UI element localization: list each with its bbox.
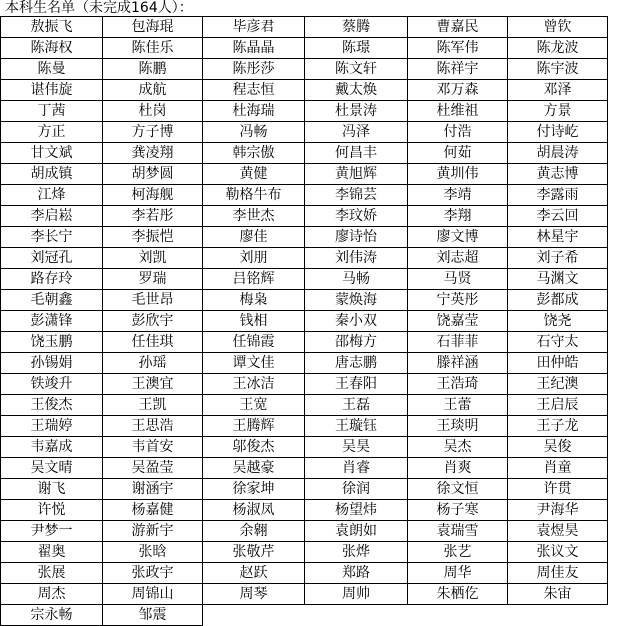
student-name-cell[interactable]: 邓万森 <box>408 80 508 101</box>
student-name-cell[interactable]: 包海琨 <box>103 17 203 38</box>
empty-cell[interactable] <box>508 605 608 626</box>
student-name-cell[interactable]: 方子博 <box>103 122 203 143</box>
student-name-cell[interactable]: 黄健 <box>203 164 305 185</box>
student-name-cell[interactable]: 张艺 <box>408 542 508 563</box>
table-row <box>1 59 608 80</box>
student-name-cell[interactable]: 徐文恒 <box>408 479 508 500</box>
student-name-cell[interactable]: 杨子寒 <box>408 500 508 521</box>
table-row <box>1 248 608 269</box>
student-name-cell[interactable]: 韩宗傲 <box>203 143 305 164</box>
student-name-cell[interactable]: 谢涵宇 <box>103 479 203 500</box>
student-name-cell[interactable]: 李云回 <box>508 206 608 227</box>
empty-cell[interactable] <box>305 605 408 626</box>
student-name-cell[interactable]: 陈曼 <box>1 59 103 80</box>
student-name-cell[interactable]: 彭都成 <box>508 290 608 311</box>
student-name-cell[interactable]: 刘朋 <box>203 248 305 269</box>
student-name-cell[interactable]: 任佳琪 <box>103 332 203 353</box>
student-name-cell[interactable]: 彭潇锋 <box>1 311 103 332</box>
student-name-cell[interactable]: 胡晨涛 <box>508 143 608 164</box>
student-name-cell[interactable]: 任锦霞 <box>203 332 305 353</box>
table-row <box>1 290 608 311</box>
student-name-cell[interactable]: 杜景涛 <box>305 101 408 122</box>
student-name-cell[interactable]: 李启崧 <box>1 206 103 227</box>
table-row <box>1 584 608 605</box>
student-name-cell[interactable]: 王腾辉 <box>203 416 305 437</box>
student-name-cell[interactable]: 陈文轩 <box>305 59 408 80</box>
student-name-cell[interactable]: 宁英彤 <box>408 290 508 311</box>
student-name-cell[interactable]: 杜海瑞 <box>203 101 305 122</box>
empty-cell[interactable] <box>203 605 305 626</box>
student-name-cell[interactable]: 朱栖仡 <box>408 584 508 605</box>
student-name-cell[interactable]: 王凯 <box>103 395 203 416</box>
student-name-cell[interactable]: 周杰 <box>1 584 103 605</box>
student-name-cell[interactable]: 吴盈莹 <box>103 458 203 479</box>
student-name-cell[interactable]: 王纪澳 <box>508 374 608 395</box>
roster-title: 本科生名单（未完成164人）： <box>5 0 193 16</box>
student-name-cell[interactable]: 郑路 <box>305 563 408 584</box>
student-name-cell[interactable]: 韦首安 <box>103 437 203 458</box>
table-row <box>1 605 608 626</box>
student-name-cell[interactable]: 赵跃 <box>203 563 305 584</box>
student-name-cell[interactable]: 谌伟旋 <box>1 80 103 101</box>
student-name-cell[interactable]: 付浩 <box>408 122 508 143</box>
table-row <box>1 17 608 38</box>
table-row <box>1 164 608 185</box>
student-name-cell[interactable]: 吴文晴 <box>1 458 103 479</box>
table-row <box>1 437 608 458</box>
student-name-cell[interactable]: 袁朗如 <box>305 521 408 542</box>
student-name-cell[interactable]: 蔡腾 <box>305 17 408 38</box>
student-name-cell[interactable]: 李翔 <box>408 206 508 227</box>
student-name-cell[interactable]: 铁竣升 <box>1 374 103 395</box>
student-name-cell[interactable]: 周佳友 <box>508 563 608 584</box>
student-name-cell[interactable]: 江烽 <box>1 185 103 206</box>
student-name-cell[interactable]: 张政宇 <box>103 563 203 584</box>
table-row <box>1 563 608 584</box>
student-name-cell[interactable]: 李振恺 <box>103 227 203 248</box>
student-name-cell[interactable]: 陈海权 <box>1 38 103 59</box>
student-name-cell[interactable]: 唐志鹏 <box>305 353 408 374</box>
student-name-cell[interactable]: 韦嘉成 <box>1 437 103 458</box>
student-name-cell[interactable]: 毕彦君 <box>203 17 305 38</box>
student-name-cell[interactable]: 李长宁 <box>1 227 103 248</box>
student-name-cell[interactable]: 周华 <box>408 563 508 584</box>
student-name-cell[interactable]: 谭文佳 <box>203 353 305 374</box>
student-name-cell[interactable]: 吕铭辉 <box>203 269 305 290</box>
student-name-cell[interactable]: 廖文博 <box>408 227 508 248</box>
student-name-cell[interactable]: 肖童 <box>508 458 608 479</box>
student-name-cell[interactable]: 陈彤莎 <box>203 59 305 80</box>
student-name-cell[interactable]: 毛朝鑫 <box>1 290 103 311</box>
student-name-cell[interactable]: 杨嘉健 <box>103 500 203 521</box>
student-name-cell[interactable]: 何茹 <box>408 143 508 164</box>
student-name-cell[interactable]: 王磊 <box>305 395 408 416</box>
student-name-cell[interactable]: 李露雨 <box>508 185 608 206</box>
student-name-cell[interactable]: 周锦山 <box>103 584 203 605</box>
table-row <box>1 227 608 248</box>
student-name-cell[interactable]: 陈晶晶 <box>203 38 305 59</box>
table-row <box>1 332 608 353</box>
student-name-cell[interactable]: 敖振飞 <box>1 17 103 38</box>
student-name-cell[interactable]: 王子龙 <box>508 416 608 437</box>
student-name-cell[interactable]: 冯泽 <box>305 122 408 143</box>
student-name-cell[interactable]: 孙锡娟 <box>1 353 103 374</box>
student-name-cell[interactable]: 王琰明 <box>408 416 508 437</box>
student-name-cell[interactable]: 田仲皓 <box>508 353 608 374</box>
student-name-cell[interactable]: 王瑞婷 <box>1 416 103 437</box>
student-name-cell[interactable]: 戴太焕 <box>305 80 408 101</box>
student-name-cell[interactable]: 许悦 <box>1 500 103 521</box>
student-name-cell[interactable]: 杨淑凤 <box>203 500 305 521</box>
student-name-cell[interactable]: 邬俊杰 <box>203 437 305 458</box>
student-name-cell[interactable]: 钱相 <box>203 311 305 332</box>
student-name-cell[interactable]: 林星宇 <box>508 227 608 248</box>
table-row <box>1 122 608 143</box>
student-name-cell[interactable]: 彭欣宇 <box>103 311 203 332</box>
student-name-cell[interactable]: 王蕾 <box>408 395 508 416</box>
student-name-cell[interactable]: 饶尧 <box>508 311 608 332</box>
student-name-cell[interactable]: 黄圳伟 <box>408 164 508 185</box>
student-name-cell[interactable]: 吴昊 <box>305 437 408 458</box>
empty-cell[interactable] <box>408 605 508 626</box>
student-name-cell[interactable]: 王璇钰 <box>305 416 408 437</box>
student-name-cell[interactable]: 黄志博 <box>508 164 608 185</box>
student-name-cell[interactable]: 廖佳 <box>203 227 305 248</box>
student-name-cell[interactable]: 王宽 <box>203 395 305 416</box>
student-name-cell[interactable]: 余翱 <box>203 521 305 542</box>
student-name-cell[interactable]: 王春阳 <box>305 374 408 395</box>
table-row <box>1 206 608 227</box>
student-name-cell[interactable]: 朱宙 <box>508 584 608 605</box>
student-name-cell[interactable]: 陈祥宇 <box>408 59 508 80</box>
student-name-cell[interactable]: 徐家坤 <box>203 479 305 500</box>
student-name-cell[interactable]: 肖睿 <box>305 458 408 479</box>
student-name-cell[interactable]: 邵梅方 <box>305 332 408 353</box>
student-name-cell[interactable]: 曹嘉民 <box>408 17 508 38</box>
student-name-cell[interactable]: 马渊文 <box>508 269 608 290</box>
student-name-cell[interactable]: 尹梦一 <box>1 521 103 542</box>
student-name-cell[interactable]: 邹震 <box>103 605 203 626</box>
table-row <box>1 542 608 563</box>
student-name-cell[interactable]: 王思浩 <box>103 416 203 437</box>
student-name-cell[interactable]: 程志恒 <box>203 80 305 101</box>
student-name-cell[interactable]: 王俊杰 <box>1 395 103 416</box>
student-name-cell[interactable]: 胡成镇 <box>1 164 103 185</box>
student-name-cell[interactable]: 勒格牛布 <box>203 185 305 206</box>
student-name-cell[interactable]: 陈宇波 <box>508 59 608 80</box>
table-row <box>1 143 608 164</box>
student-name-cell[interactable]: 张烨 <box>305 542 408 563</box>
student-name-cell[interactable]: 张晗 <box>103 542 203 563</box>
table-row <box>1 521 608 542</box>
student-name-cell[interactable]: 陈龙波 <box>508 38 608 59</box>
student-name-cell[interactable]: 邓泽 <box>508 80 608 101</box>
student-name-cell[interactable]: 杨望炜 <box>305 500 408 521</box>
student-name-cell[interactable]: 曾钦 <box>508 17 608 38</box>
student-name-cell[interactable]: 滕祥涵 <box>408 353 508 374</box>
student-name-cell[interactable]: 李若彤 <box>103 206 203 227</box>
student-name-cell[interactable]: 方正 <box>1 122 103 143</box>
student-name-cell[interactable]: 付诗屹 <box>508 122 608 143</box>
student-name-cell[interactable]: 王澳宜 <box>103 374 203 395</box>
table-row <box>1 374 608 395</box>
student-name-cell[interactable]: 李锦芸 <box>305 185 408 206</box>
student-name-cell[interactable]: 甘文斌 <box>1 143 103 164</box>
student-name-cell[interactable]: 杜岗 <box>103 101 203 122</box>
table-row <box>1 38 608 59</box>
student-name-cell[interactable]: 冯畅 <box>203 122 305 143</box>
student-name-cell[interactable]: 王启辰 <box>508 395 608 416</box>
student-name-cell[interactable]: 徐润 <box>305 479 408 500</box>
student-name-cell[interactable]: 马畅 <box>305 269 408 290</box>
student-name-cell[interactable]: 张敬芹 <box>203 542 305 563</box>
roster-body <box>1 17 608 626</box>
table-row <box>1 101 608 122</box>
student-name-cell[interactable]: 饶嘉莹 <box>408 311 508 332</box>
student-name-cell[interactable]: 李世杰 <box>203 206 305 227</box>
student-name-cell[interactable]: 王浩琦 <box>408 374 508 395</box>
student-name-cell[interactable]: 吴俊 <box>508 437 608 458</box>
student-name-cell[interactable]: 成航 <box>103 80 203 101</box>
table-row <box>1 479 608 500</box>
student-name-cell[interactable]: 秦小双 <box>305 311 408 332</box>
student-name-cell[interactable]: 何昌丰 <box>305 143 408 164</box>
student-name-cell[interactable]: 柯海舰 <box>103 185 203 206</box>
student-name-cell[interactable]: 廖诗怡 <box>305 227 408 248</box>
student-name-cell[interactable]: 陈鹏 <box>103 59 203 80</box>
student-name-cell[interactable]: 宗永畅 <box>1 605 103 626</box>
table-row <box>1 458 608 479</box>
student-name-cell[interactable]: 袁煜昊 <box>508 521 608 542</box>
student-name-cell[interactable]: 李靖 <box>408 185 508 206</box>
student-name-cell[interactable]: 肖爽 <box>408 458 508 479</box>
student-name-cell[interactable]: 路存玲 <box>1 269 103 290</box>
student-name-cell[interactable]: 蒙焕海 <box>305 290 408 311</box>
student-name-cell[interactable]: 吴越豪 <box>203 458 305 479</box>
student-name-cell[interactable]: 孙瑶 <box>103 353 203 374</box>
student-name-cell[interactable]: 张议文 <box>508 542 608 563</box>
student-name-cell[interactable]: 陈璟 <box>305 38 408 59</box>
student-name-cell[interactable]: 尹海华 <box>508 500 608 521</box>
student-name-cell[interactable]: 许贯 <box>508 479 608 500</box>
student-name-cell[interactable]: 方景 <box>508 101 608 122</box>
table-row <box>1 185 608 206</box>
student-name-cell[interactable]: 丁茜 <box>1 101 103 122</box>
table-row <box>1 395 608 416</box>
student-name-cell[interactable]: 罗瑞 <box>103 269 203 290</box>
student-name-cell[interactable]: 吴杰 <box>408 437 508 458</box>
student-name-cell[interactable]: 袁瑞雪 <box>408 521 508 542</box>
student-name-cell[interactable]: 周琴 <box>203 584 305 605</box>
student-name-cell[interactable]: 张展 <box>1 563 103 584</box>
student-name-cell[interactable]: 刘伟涛 <box>305 248 408 269</box>
student-name-cell[interactable]: 胡梦圆 <box>103 164 203 185</box>
student-name-cell[interactable]: 石守太 <box>508 332 608 353</box>
student-name-cell[interactable]: 饶玉鹏 <box>1 332 103 353</box>
student-name-cell[interactable]: 李玟娇 <box>305 206 408 227</box>
student-name-cell[interactable]: 陈军伟 <box>408 38 508 59</box>
student-name-cell[interactable]: 龚凌翔 <box>103 143 203 164</box>
table-row <box>1 269 608 290</box>
table-row <box>1 80 608 101</box>
student-name-cell[interactable]: 黄旭辉 <box>305 164 408 185</box>
student-name-cell[interactable]: 梅枭 <box>203 290 305 311</box>
student-name-cell[interactable]: 刘凯 <box>103 248 203 269</box>
student-roster-table <box>0 16 608 626</box>
student-name-cell[interactable]: 王冰洁 <box>203 374 305 395</box>
student-name-cell[interactable]: 游新宇 <box>103 521 203 542</box>
student-name-cell[interactable]: 马贤 <box>408 269 508 290</box>
student-name-cell[interactable]: 刘冠孔 <box>1 248 103 269</box>
table-row <box>1 353 608 374</box>
student-name-cell[interactable]: 刘志超 <box>408 248 508 269</box>
student-name-cell[interactable]: 陈佳乐 <box>103 38 203 59</box>
student-name-cell[interactable]: 毛世昂 <box>103 290 203 311</box>
student-name-cell[interactable]: 翟奥 <box>1 542 103 563</box>
student-name-cell[interactable]: 石菲菲 <box>408 332 508 353</box>
student-name-cell[interactable]: 谢飞 <box>1 479 103 500</box>
student-name-cell[interactable]: 周帅 <box>305 584 408 605</box>
table-row <box>1 311 608 332</box>
table-row <box>1 416 608 437</box>
student-name-cell[interactable]: 杜维祖 <box>408 101 508 122</box>
table-row <box>1 500 608 521</box>
student-name-cell[interactable]: 刘子希 <box>508 248 608 269</box>
